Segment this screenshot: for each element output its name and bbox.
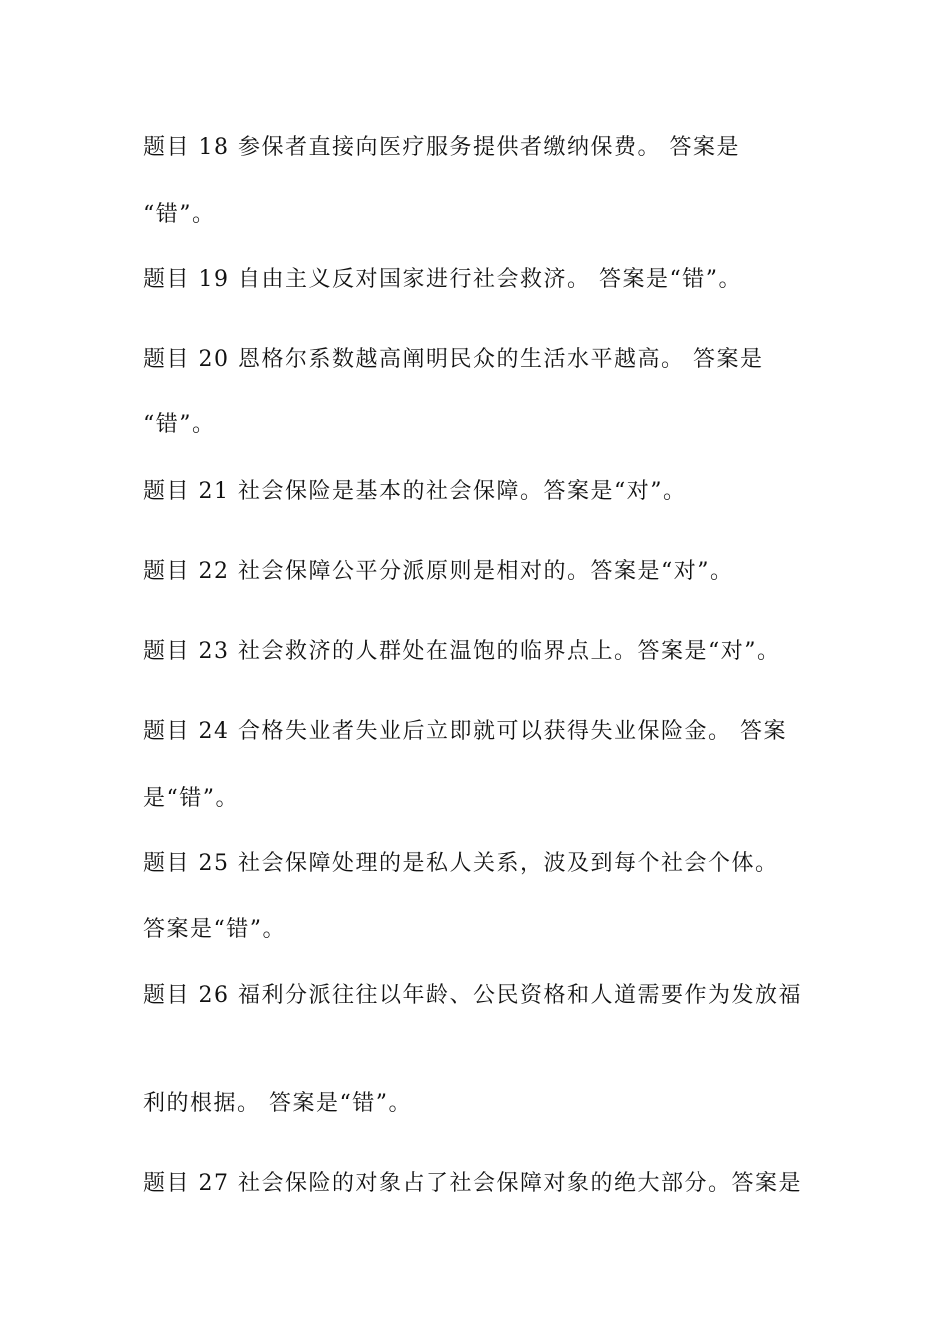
question-19-line: 题目 19 自由主义反对国家进行社会救济。 答案是“错”。 [143, 267, 742, 292]
question-24-line-1: 题目 24 合格失业者失业后立即就可以获得失业保险金。 答案 [143, 719, 787, 744]
question-18-line-1: 题目 18 参保者直接向医疗服务提供者缴纳保费。 答案是 [143, 135, 740, 160]
question-26-line-2: 利的根据。 答案是“错”。 [143, 1091, 412, 1116]
question-24-line-2: 是“错”。 [143, 786, 239, 811]
question-21-line: 题目 21 社会保险是基本的社会保障。答案是“对”。 [143, 479, 687, 504]
question-20-line-1: 题目 20 恩格尔系数越高阐明民众的生活水平越高。 答案是 [143, 347, 764, 372]
question-18-line-2: “错”。 [143, 202, 216, 227]
question-22-line: 题目 22 社会保障公平分派原则是相对的。答案是“对”。 [143, 559, 734, 584]
question-23-line: 题目 23 社会救济的人群处在温饱的临界点上。答案是“对”。 [143, 639, 781, 664]
question-20-line-2: “错”。 [143, 412, 216, 437]
question-25-line-2: 答案是“错”。 [143, 917, 286, 942]
question-26-line-1: 题目 26 福利分派往往以年龄、公民资格和人道需要作为发放福 [143, 983, 802, 1008]
question-25-line-1: 题目 25 社会保障处理的是私人关系，波及到每个社会个体。 [143, 851, 779, 876]
question-27-line-1: 题目 27 社会保险的对象占了社会保障对象的绝大部分。答案是 [143, 1171, 802, 1196]
